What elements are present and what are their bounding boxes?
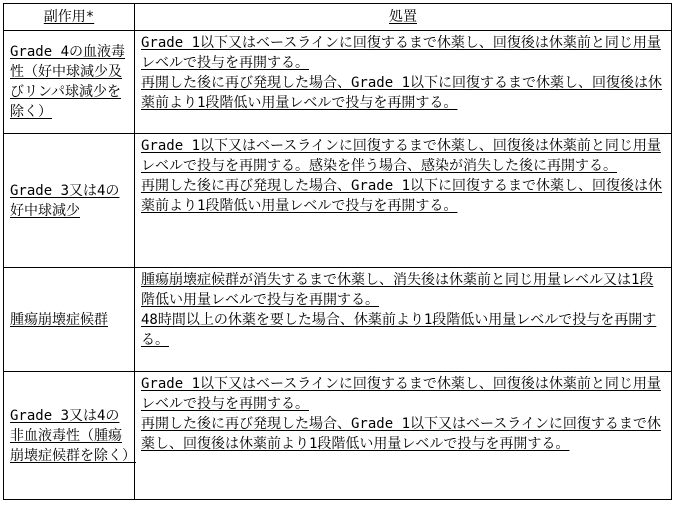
reaction-cell: Grade 4の血液毒性（好中球減少及びリンパ球減少を除く） <box>4 31 135 134</box>
action-cell <box>135 372 672 500</box>
table-row <box>4 372 672 500</box>
action-cell <box>135 134 672 268</box>
action-cell <box>135 31 672 134</box>
action-text: 腫瘍崩壊症候群が消失するまで休薬し、消失後は休薬前と同じ用量レベル又は1段階低い用量レベルで投与を再開する。 <box>141 272 654 308</box>
header-reaction: 副作用* <box>4 4 135 31</box>
reaction-cell: Grade 3又は4の好中球減少 <box>4 134 135 268</box>
table-row <box>4 268 672 372</box>
action-text: 再開した後に再び発現した場合、Grade 1以下に回復するまで休薬し、回復後は休薬前より1段階低い用量レベルで投与を再開する。 <box>141 75 662 111</box>
reaction-cell: 腫瘍崩壊症候群 <box>4 268 135 372</box>
action-text: Grade 1以下又はベースラインに回復するまで休薬し、回復後は休薬前と同じ用量レベルで投与を再開する。 <box>141 376 661 412</box>
dose-modification-table <box>3 3 672 500</box>
table-row <box>4 31 672 134</box>
action-text: 48時間以上の休薬を要した場合、休薬前より1段階低い用量レベルで投与を再開する。 <box>141 312 657 348</box>
table-row <box>4 134 672 268</box>
action-text: Grade 1以下又はベースラインに回復するまで休薬し、回復後は休薬前と同じ用量レベルで投与を再開する。 <box>141 35 661 71</box>
action-cell <box>135 268 672 372</box>
action-text: 再開した後に再び発現した場合、Grade 1以下に回復するまで休薬し、回復後は休薬前より1段階低い用量レベルで投与を再開する。 <box>141 178 662 214</box>
header-row <box>4 4 672 31</box>
action-text: Grade 1以下又はベースラインに回復するまで休薬し、回復後は休薬前と同じ用量レベルで投与を再開する。感染を伴う場合、感染が消失した後に再開する。 <box>141 138 661 174</box>
header-action: 処置 <box>135 4 672 31</box>
action-text: 再開した後に再び発現した場合、Grade 1以下又はベースラインに回復するまで休薬し、回復後は休薬前より1段階低い用量レベルで投与を再開する。 <box>141 416 661 452</box>
reaction-cell: Grade 3又は4の非血液毒性（腫瘍崩壊症候群を除く） <box>4 372 135 500</box>
